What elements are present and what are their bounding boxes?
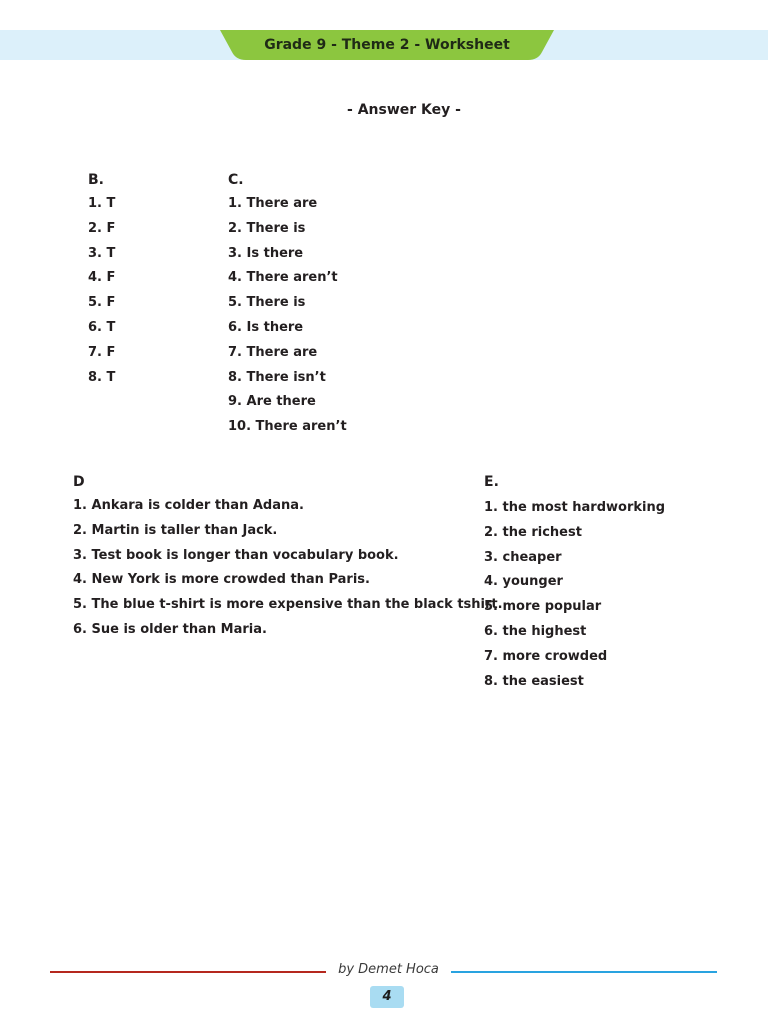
section-c-heading: C. <box>228 172 244 188</box>
list-item: 6. the highest <box>484 623 587 639</box>
footer-divider-right <box>451 971 717 973</box>
list-item: 8. the easiest <box>484 673 584 689</box>
list-item: 2. F <box>88 220 116 236</box>
list-item: 2. Martin is taller than Jack. <box>73 522 278 538</box>
list-item: 5. The blue t-shirt is more expensive than the black tshirt. <box>73 597 503 613</box>
worksheet-title: Grade 9 - Theme 2 - Worksheet <box>264 37 510 53</box>
list-item: 2. There is <box>228 220 306 236</box>
list-item: 9. Are there <box>228 394 316 410</box>
list-item: 3. Is there <box>228 245 304 261</box>
list-item: 6. Sue is older than Maria. <box>73 621 267 637</box>
section-b-heading: B. <box>88 172 104 188</box>
list-item: 5. F <box>88 295 116 311</box>
section-b-list <box>88 192 115 390</box>
list-item: 1. T <box>88 196 116 211</box>
list-item: 1. There are <box>228 196 318 211</box>
section-e-heading: E. <box>484 474 499 490</box>
section-c-list <box>228 192 347 440</box>
list-item: 5. There is <box>228 295 306 311</box>
list-item: 6. Is there <box>228 319 304 335</box>
list-item: 2. the richest <box>484 524 582 540</box>
page-number-badge: 4 <box>370 986 404 1008</box>
list-item: 1. the most hardworking <box>484 500 666 515</box>
section-d-list <box>73 494 503 643</box>
list-item: 3. T <box>88 245 116 261</box>
answer-key-title: - Answer Key - <box>347 102 461 118</box>
list-item: 10. There aren’t <box>228 419 347 435</box>
list-item: 4. F <box>88 270 116 286</box>
list-item: 8. There isn’t <box>228 369 326 385</box>
list-item: 7. F <box>88 344 116 360</box>
list-item: 1. Ankara is colder than Adana. <box>73 498 304 513</box>
footer-author: by Demet Hoca <box>338 962 439 977</box>
list-item: 7. more crowded <box>484 648 608 664</box>
list-item: 6. T <box>88 319 116 335</box>
list-item: 4. younger <box>484 574 563 590</box>
list-item: 3. Test book is longer than vocabulary book. <box>73 547 399 563</box>
list-item: 3. cheaper <box>484 549 562 565</box>
header-tab <box>220 30 554 60</box>
list-item: 4. New York is more crowded than Paris. <box>73 572 370 588</box>
list-item: 5. more popular <box>484 599 602 615</box>
section-d-heading: D <box>73 474 85 490</box>
list-item: 8. T <box>88 369 116 385</box>
list-item: 4. There aren’t <box>228 270 338 286</box>
section-e-list <box>484 496 665 694</box>
footer-divider-left <box>50 971 326 973</box>
list-item: 7. There are <box>228 344 318 360</box>
